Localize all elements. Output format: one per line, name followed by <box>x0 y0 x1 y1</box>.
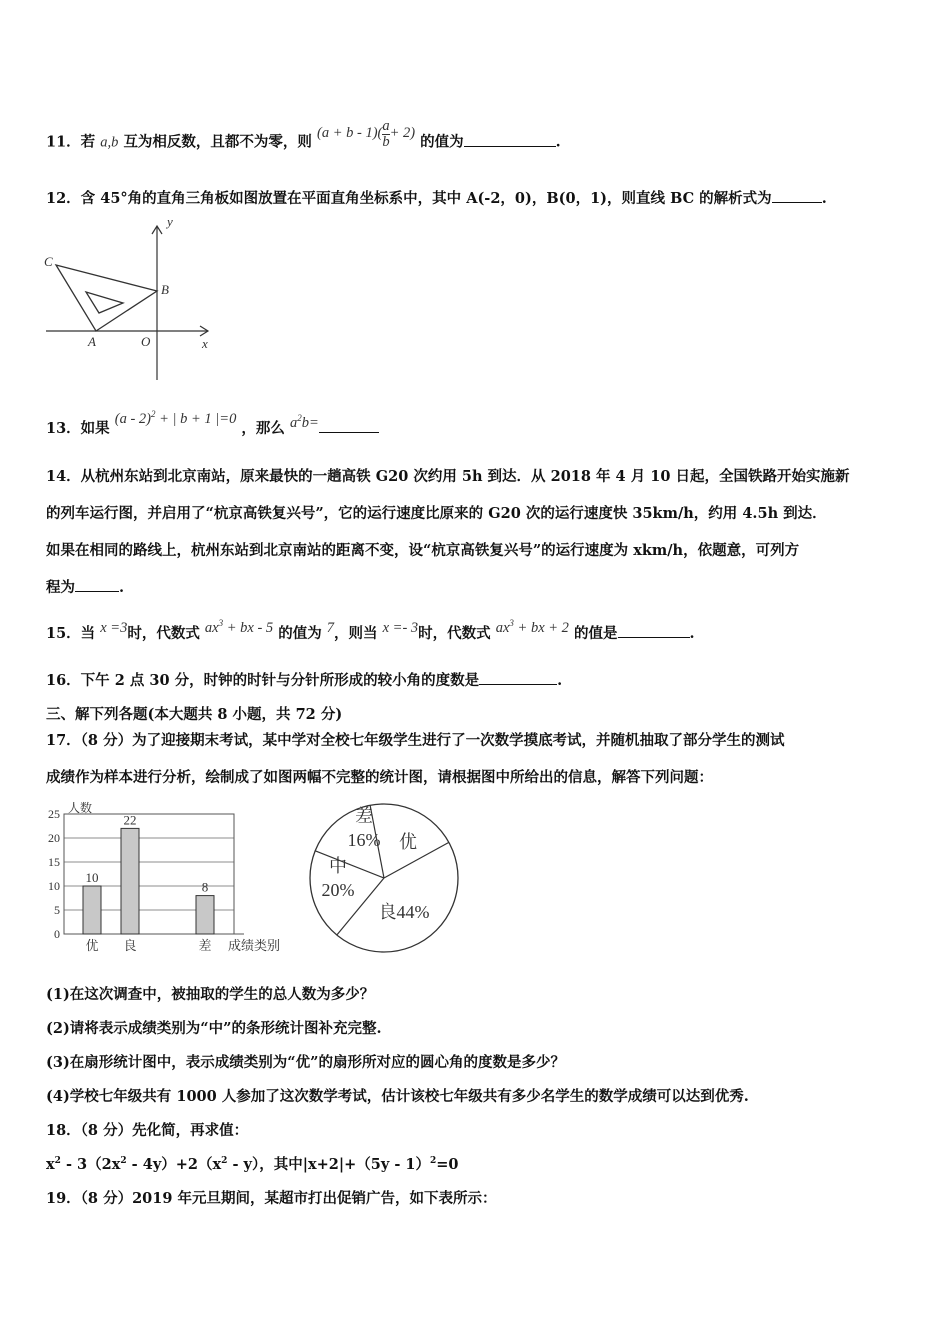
q17-bar-chart <box>40 792 302 956</box>
q11-variables: a,b <box>100 134 119 151</box>
q15-text-4: 时，代数式 <box>418 625 491 642</box>
bar-x-tick-label: 优 <box>85 938 99 953</box>
q15-e1: ax <box>204 620 219 636</box>
q11-fraction <box>382 119 389 150</box>
bar-y-axis-label: 人数 <box>68 801 93 815</box>
q11-expression-left: (a + b - 1)( <box>317 124 383 141</box>
q13-eq: = <box>308 415 319 431</box>
q15-answer-blank <box>618 623 690 638</box>
label-x: x <box>202 336 208 351</box>
pie-label-中: 20% <box>321 880 355 900</box>
q13-expr-a: (a - 2) <box>114 411 151 427</box>
pie-label-优: 优 <box>399 832 417 852</box>
question-12 <box>46 187 827 208</box>
q18-x: x <box>46 1156 55 1173</box>
bar-y-tick-label: 10 <box>48 879 60 893</box>
q17-sub-2: (2)请将表示成绩类别为“中”的条形统计图补充完整. <box>46 1020 382 1037</box>
label-o: O <box>141 334 151 349</box>
q13-b: b <box>301 415 309 431</box>
q18-sq-3: 2 <box>221 1156 228 1167</box>
q18-part-b: - 3（2x <box>60 1156 121 1173</box>
bar-y-tick-label: 5 <box>54 903 60 917</box>
bar-y-tick-label: 15 <box>48 855 60 869</box>
q14-line-4 <box>46 576 124 597</box>
q14-line-2: 的列车运行图，并启用了“杭京高铁复兴号”，它的运行速度比原来的 G20 次的运行速度快 35km/h，约用 4.5h 到达． <box>46 505 827 522</box>
label-b: B <box>161 282 169 297</box>
q17-line-2: 成绩作为样本进行分析，绘制成了如图两幅不完整的统计图，请根据图中所给出的信息，解答下列问题： <box>46 769 713 786</box>
pie-boundary-0 <box>315 851 384 878</box>
q11-frac-den: b <box>382 134 390 150</box>
q15-e1-rest: + bx - 5 <box>223 620 274 636</box>
q13-number: 13．如果 <box>46 420 110 437</box>
q12-period: . <box>821 190 827 207</box>
q18-sq-1: 2 <box>54 1156 61 1167</box>
q15-text-1: 时，代数式 <box>127 625 200 642</box>
q15-e2: ax <box>495 620 510 636</box>
q15-number: 15．当 <box>46 625 96 642</box>
pie-label-差: 16% <box>347 830 381 850</box>
q15-period: . <box>689 625 695 642</box>
pie-label-良: 良44% <box>378 902 430 922</box>
q17-pie-chart <box>306 800 468 956</box>
label-y: y <box>167 214 173 229</box>
q16-text: 16．下午 2 点 30 分，时钟的时针与分针所形成的较小角的度数是 <box>46 672 480 689</box>
pie-label-差: 差 <box>355 806 373 826</box>
section-3-heading: 三、解下列各题(本大题共 8 小题，共 72 分) <box>46 706 343 723</box>
q17-line-1: 17．（8 分）为了迎接期末考试，某中学对全校七年级学生进行了一次数学摸底考试，并随机抽取了部分学生的测试 <box>46 732 785 749</box>
question-11 <box>46 118 561 158</box>
question-13 <box>46 409 379 438</box>
q11-number: 11．若 <box>46 133 96 151</box>
q18-sq-4: 2 <box>430 1156 437 1167</box>
q15-text-3: ，则当 <box>334 625 378 642</box>
q11-text: 互为相反数，且都不为零，则 <box>123 133 312 151</box>
q15-expression-1 <box>205 620 273 636</box>
q11-end: 的值为 <box>420 133 464 151</box>
q18-part-d: - y），其中|x+2|+（5y - 1） <box>227 1156 430 1173</box>
q15-condition-1: x =3 <box>100 620 128 636</box>
bar-1 <box>121 828 139 934</box>
q16-answer-blank <box>479 670 557 685</box>
question-19: 19．（8 分）2019 年元旦期间，某超市打出促销广告，如下表所示： <box>46 1190 497 1207</box>
q13-a-exp: 2 <box>297 413 302 424</box>
q18-part-c: - 4y）+2（x <box>126 1156 222 1173</box>
q11-expression-right: + 2) <box>389 124 416 141</box>
q14-prefix: 程为 <box>46 579 75 596</box>
q15-e2-exp: 3 <box>509 618 514 629</box>
question-16 <box>46 669 562 690</box>
bar-y-tick-label: 20 <box>48 831 60 845</box>
q12-text: 12．含 45°角的直角三角板如图放置在平面直角坐标系中，其中 A(-2，0)，B(0，1)，则直线 BC 的解析式为 <box>46 190 772 207</box>
q16-period: . <box>557 672 563 689</box>
q11-answer-blank <box>464 132 556 147</box>
q13-exp: 2 <box>151 409 156 420</box>
q14-period: . <box>119 579 125 596</box>
question-15 <box>46 618 695 643</box>
q15-e1-exp: 3 <box>218 618 224 629</box>
q12-coordinate-figure <box>40 212 220 384</box>
q17-sub-1: (1)在这次调查中，被抽取的学生的总人数为多少？ <box>46 986 375 1003</box>
q15-e2-rest: + bx + 2 <box>513 620 569 636</box>
q13-expression <box>115 411 237 427</box>
q13-expr-b: + | b + 1 |=0 <box>155 411 237 427</box>
q13-target <box>290 415 319 431</box>
q15-text-5: 的值是 <box>574 625 618 642</box>
label-a: A <box>88 334 96 349</box>
bar-data-label: 10 <box>85 870 99 885</box>
bar-0 <box>83 886 101 934</box>
q15-expression-2 <box>496 620 569 636</box>
q17-sub-4: (4)学校七年级共有 1000 人参加了这次数学考试，估计该校七年级共有多少名学生的数学成绩可以达到优秀. <box>46 1088 749 1105</box>
q15-condition-2: x =- 3 <box>382 620 419 636</box>
q11-period: . <box>555 133 561 151</box>
bar-3 <box>196 896 214 934</box>
q18-sq-2: 2 <box>120 1156 127 1167</box>
q12-answer-blank <box>772 188 822 203</box>
q18-part-e: =0 <box>436 1156 459 1173</box>
q13-a: a <box>289 415 298 431</box>
bar-data-label: 22 <box>123 812 137 828</box>
label-c: C <box>44 254 53 269</box>
q18-line-1: 18．（8 分）先化简，再求值： <box>46 1122 249 1139</box>
q15-text-2: 的值为 <box>278 625 322 642</box>
q14-line-1: 14．从杭州东站到北京南站，原来最快的一趟高铁 G20 次约用 5h 到达．从 2018 年 4 月 10 日起，全国铁路开始实施新 <box>46 468 850 485</box>
q11-frac-num: a <box>382 118 390 134</box>
pie-label-中: 中 <box>329 856 347 876</box>
triangle-inner <box>86 292 123 313</box>
q13-answer-blank <box>319 418 379 433</box>
bar-y-tick-label: 0 <box>54 927 60 941</box>
bar-x-tick-label: 良 <box>123 938 137 953</box>
q18-line-2 <box>46 1153 459 1174</box>
q13-mid: ，那么 <box>241 420 285 437</box>
q14-line-3: 如果在相同的路线上，杭州东站到北京南站的距离不变，设“杭京高铁复兴号”的运行速度为 xkm/h，依题意，可列方 <box>46 542 800 559</box>
q17-sub-3: (3)在扇形统计图中，表示成绩类别为“优”的扇形所对应的圆心角的度数是多少？ <box>46 1054 565 1071</box>
bar-data-label: 8 <box>201 879 209 895</box>
bar-x-tick-label: 差 <box>198 938 212 953</box>
bar-x-axis-label: 成绩类别 <box>228 938 281 953</box>
q14-answer-blank <box>75 577 119 592</box>
q15-value: 7 <box>326 620 335 636</box>
bar-y-tick-label: 25 <box>48 807 60 821</box>
